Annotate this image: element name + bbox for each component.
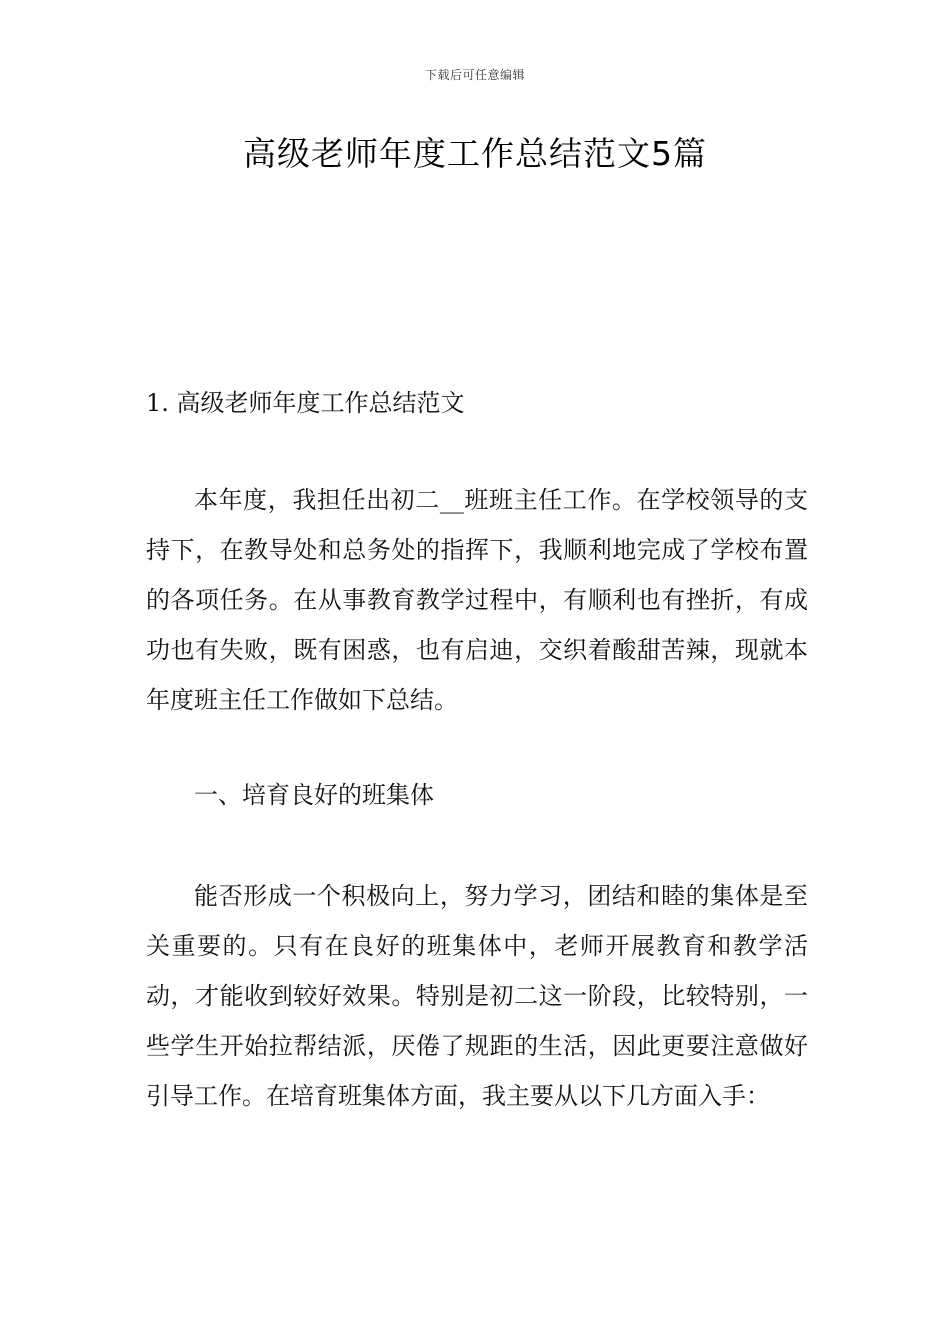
paragraph-intro: 本年度，我担任出初二__班班主任工作。在学校领导的支持下，在教导处和总务处的指挥下，我顺利地完成了学校布置的各项任务。在从事教育教学过程中，有顺利也有挫折，有成功也有失败，既有困惑，也有启迪，交织着酸甜苦辣，现就本年度班主任工作做如下总结。 <box>146 486 808 714</box>
section-heading: 1. 高级老师年度工作总结范文 <box>146 389 465 417</box>
document-title: 高级老师年度工作总结范文5篇 <box>243 134 707 173</box>
header-note: 下载后可任意编辑 <box>424 68 525 82</box>
sub-heading: 一、培育良好的班集体 <box>194 781 434 809</box>
paragraph-body: 能否形成一个积极向上，努力学习，团结和睦的集体是至关重要的。只有在良好的班集体中，老师开展教育和教学活动，才能收到较好效果。特别是初二这一阶段，比较特别，一些学生开始拉帮结派，厌倦了规距的生活，因此更要注意做好引导工作。在培育班集体方面，我主要从以下几方面入手： <box>146 882 808 1110</box>
